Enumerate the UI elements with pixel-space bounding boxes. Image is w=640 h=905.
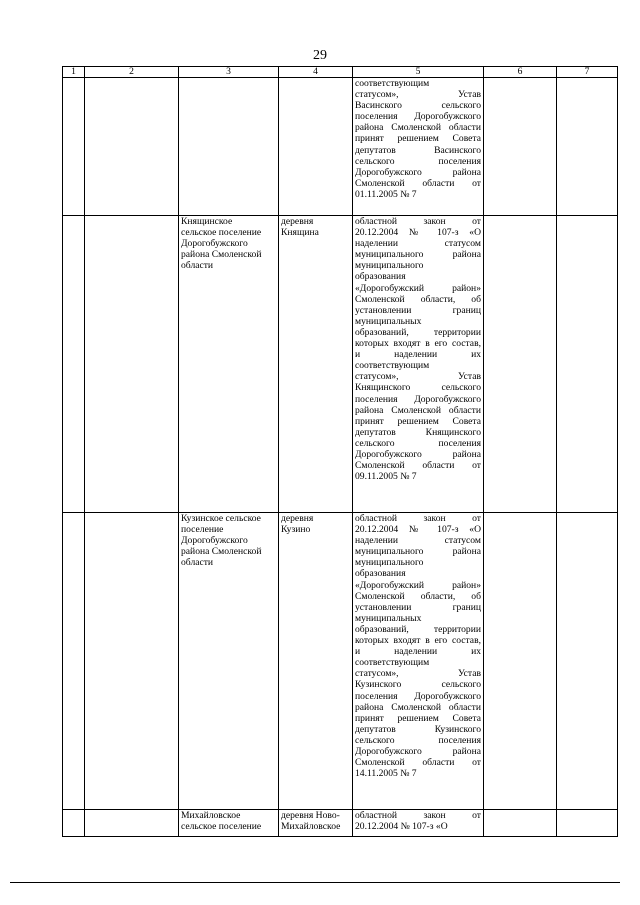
cell-col1 — [63, 810, 85, 837]
cell-text-line: областной закон от — [355, 810, 481, 821]
cell-text-line: 20.12.2004 № 107-з «О — [355, 821, 448, 833]
cell-text-line: 20.12.2004 № 107-з «О — [355, 524, 481, 536]
header-cell: 1 — [63, 67, 85, 78]
cell-col4 — [279, 216, 353, 513]
cell-text-line: сельского поселения — [355, 155, 481, 167]
table-row — [63, 216, 618, 513]
cell-text-line: Васинского сельского — [355, 100, 481, 112]
cell-text-line: наделении статусом — [355, 535, 481, 547]
cell-col3 — [179, 810, 279, 837]
cell-text-line: соответствующим — [355, 657, 430, 669]
cell-text-line: Дорогобужского района — [355, 745, 481, 757]
header-cell: 2 — [85, 67, 179, 78]
cell-col4 — [279, 78, 353, 216]
cell-col3 — [179, 513, 279, 810]
cell-text-line: сельского поселения — [355, 437, 481, 449]
cell-col1 — [63, 78, 85, 216]
cell-text-line: муниципальных — [355, 315, 422, 327]
cell-text-line: муниципальных — [355, 612, 422, 624]
cell-text-line: областной закон от — [355, 513, 481, 524]
cell-text-line: 14.11.2005 № 7 — [355, 768, 417, 780]
cell-text-line: образований, территории — [355, 623, 481, 635]
cell-col4 — [279, 810, 353, 837]
cell-text-line: образования — [355, 568, 406, 580]
cell-col5 — [353, 810, 484, 837]
cell-text-line: сельское поселение — [181, 227, 262, 239]
cell-text-line: образования — [355, 271, 406, 283]
cell-text-line: поселения Дорогобужского — [355, 393, 481, 405]
cell-text-line: района Смоленской — [181, 546, 262, 558]
cell-col5 — [353, 513, 484, 810]
cell-col6 — [484, 78, 557, 216]
header-cell: 6 — [484, 67, 557, 78]
bottom-rule — [10, 882, 620, 883]
cell-text-line: района Смоленской области — [355, 404, 481, 416]
table-body — [63, 78, 618, 837]
cell-text-line: района Смоленской — [181, 249, 262, 261]
cell-text-line: Кузинское сельское — [181, 513, 261, 524]
cell-text-line: и наделении их — [355, 646, 481, 658]
cell-text-line: Смоленской области, об — [355, 293, 481, 305]
cell-col3 — [179, 216, 279, 513]
cell-text-line: депутатов Васинского — [355, 144, 481, 156]
cell-text-line: соответствующим — [355, 78, 430, 89]
header-cell: 4 — [279, 67, 353, 78]
cell-text-line: Княщинское — [181, 216, 233, 227]
cell-text-line: Княщина — [281, 227, 319, 239]
cell-text-line: статусом», Устав — [355, 89, 481, 101]
cell-text-line: муниципального района — [355, 249, 481, 261]
cell-col7 — [557, 78, 618, 216]
cell-text-line: Дорогобужского района — [355, 166, 481, 178]
cell-text-line: «Дорогобужский район» — [355, 282, 481, 294]
table-row — [63, 78, 618, 216]
cell-text-line: деревня — [281, 513, 314, 524]
cell-text-line: принят решением Совета — [355, 133, 481, 145]
cell-col4 — [279, 513, 353, 810]
cell-text-line: муниципального района — [355, 546, 481, 558]
cell-text-line: Дорогобужского — [181, 535, 248, 547]
cell-text-line: поселения Дорогобужского — [355, 111, 481, 123]
cell-text-line: 01.11.2005 № 7 — [355, 188, 417, 200]
cell-text-line: деревня — [281, 216, 314, 227]
cell-text-line: принят решением Совета — [355, 712, 481, 724]
cell-text-line: муниципального — [355, 557, 424, 569]
cell-col2 — [85, 513, 179, 810]
cell-col5 — [353, 216, 484, 513]
cell-text-line: образований, территории — [355, 326, 481, 338]
cell-text-line: Михайловское — [181, 810, 241, 821]
cell-text-line: наделении статусом — [355, 238, 481, 250]
cell-text-line: района Смоленской области — [355, 122, 481, 134]
cell-col2 — [85, 216, 179, 513]
cell-text-line: Смоленской области от — [355, 757, 481, 769]
page-number: 29 — [313, 48, 327, 63]
cell-col1 — [63, 216, 85, 513]
cell-text-line: поселения Дорогобужского — [355, 690, 481, 702]
cell-text-line: установлении границ — [355, 601, 481, 613]
cell-col6 — [484, 810, 557, 837]
cell-text-line: соответствующим — [355, 360, 430, 372]
cell-text-line: области — [181, 557, 214, 569]
cell-text-line: сельского поселения — [355, 734, 481, 746]
cell-text-line: 20.12.2004 № 107-з «О — [355, 227, 481, 239]
cell-text-line: Смоленской области от — [355, 460, 481, 472]
cell-text-line: которых входят в его состав, — [355, 635, 481, 647]
table-row — [63, 513, 618, 810]
cell-text-line: сельское поселение — [181, 821, 262, 833]
cell-text-line: муниципального — [355, 260, 424, 272]
cell-text-line: поселение — [181, 524, 224, 536]
cell-col2 — [85, 78, 179, 216]
cell-text-line: Смоленской области, об — [355, 590, 481, 602]
cell-text-line: области — [181, 260, 214, 272]
municipal-table — [62, 66, 618, 837]
cell-col5 — [353, 78, 484, 216]
cell-text-line: Дорогобужского района — [355, 448, 481, 460]
cell-text-line: и наделении их — [355, 349, 481, 361]
cell-text-line: Дорогобужского — [181, 238, 248, 250]
cell-text-line: Михайловское — [281, 821, 341, 833]
header-cell: 5 — [353, 67, 484, 78]
cell-text-line: Смоленской области от — [355, 177, 481, 189]
cell-text-line: деревня Ново- — [281, 810, 340, 821]
cell-text-line: Кузино — [281, 524, 311, 536]
cell-text-line: депутатов Княщинского — [355, 426, 481, 438]
header-cell: 7 — [557, 67, 618, 78]
cell-text-line: которых входят в его состав, — [355, 338, 481, 350]
cell-col7 — [557, 513, 618, 810]
header-cell: 3 — [179, 67, 279, 78]
cell-text-line: Княщинского сельского — [355, 382, 481, 394]
header-row — [63, 67, 618, 78]
cell-text-line: депутатов Кузинского — [355, 723, 481, 735]
cell-col3 — [179, 78, 279, 216]
cell-text-line: установлении границ — [355, 304, 481, 316]
cell-text-line: 09.11.2005 № 7 — [355, 471, 417, 483]
cell-col6 — [484, 216, 557, 513]
cell-text-line: «Дорогобужский район» — [355, 579, 481, 591]
table-row — [63, 810, 618, 837]
cell-col7 — [557, 216, 618, 513]
cell-col6 — [484, 513, 557, 810]
cell-text-line: принят решением Совета — [355, 415, 481, 427]
cell-col7 — [557, 810, 618, 837]
cell-text-line: статусом», Устав — [355, 371, 481, 383]
cell-text-line: статусом», Устав — [355, 668, 481, 680]
cell-col1 — [63, 513, 85, 810]
cell-text-line: областной закон от — [355, 216, 481, 227]
cell-col2 — [85, 810, 179, 837]
cell-text-line: района Смоленской области — [355, 701, 481, 713]
cell-text-line: Кузинского сельского — [355, 679, 481, 691]
